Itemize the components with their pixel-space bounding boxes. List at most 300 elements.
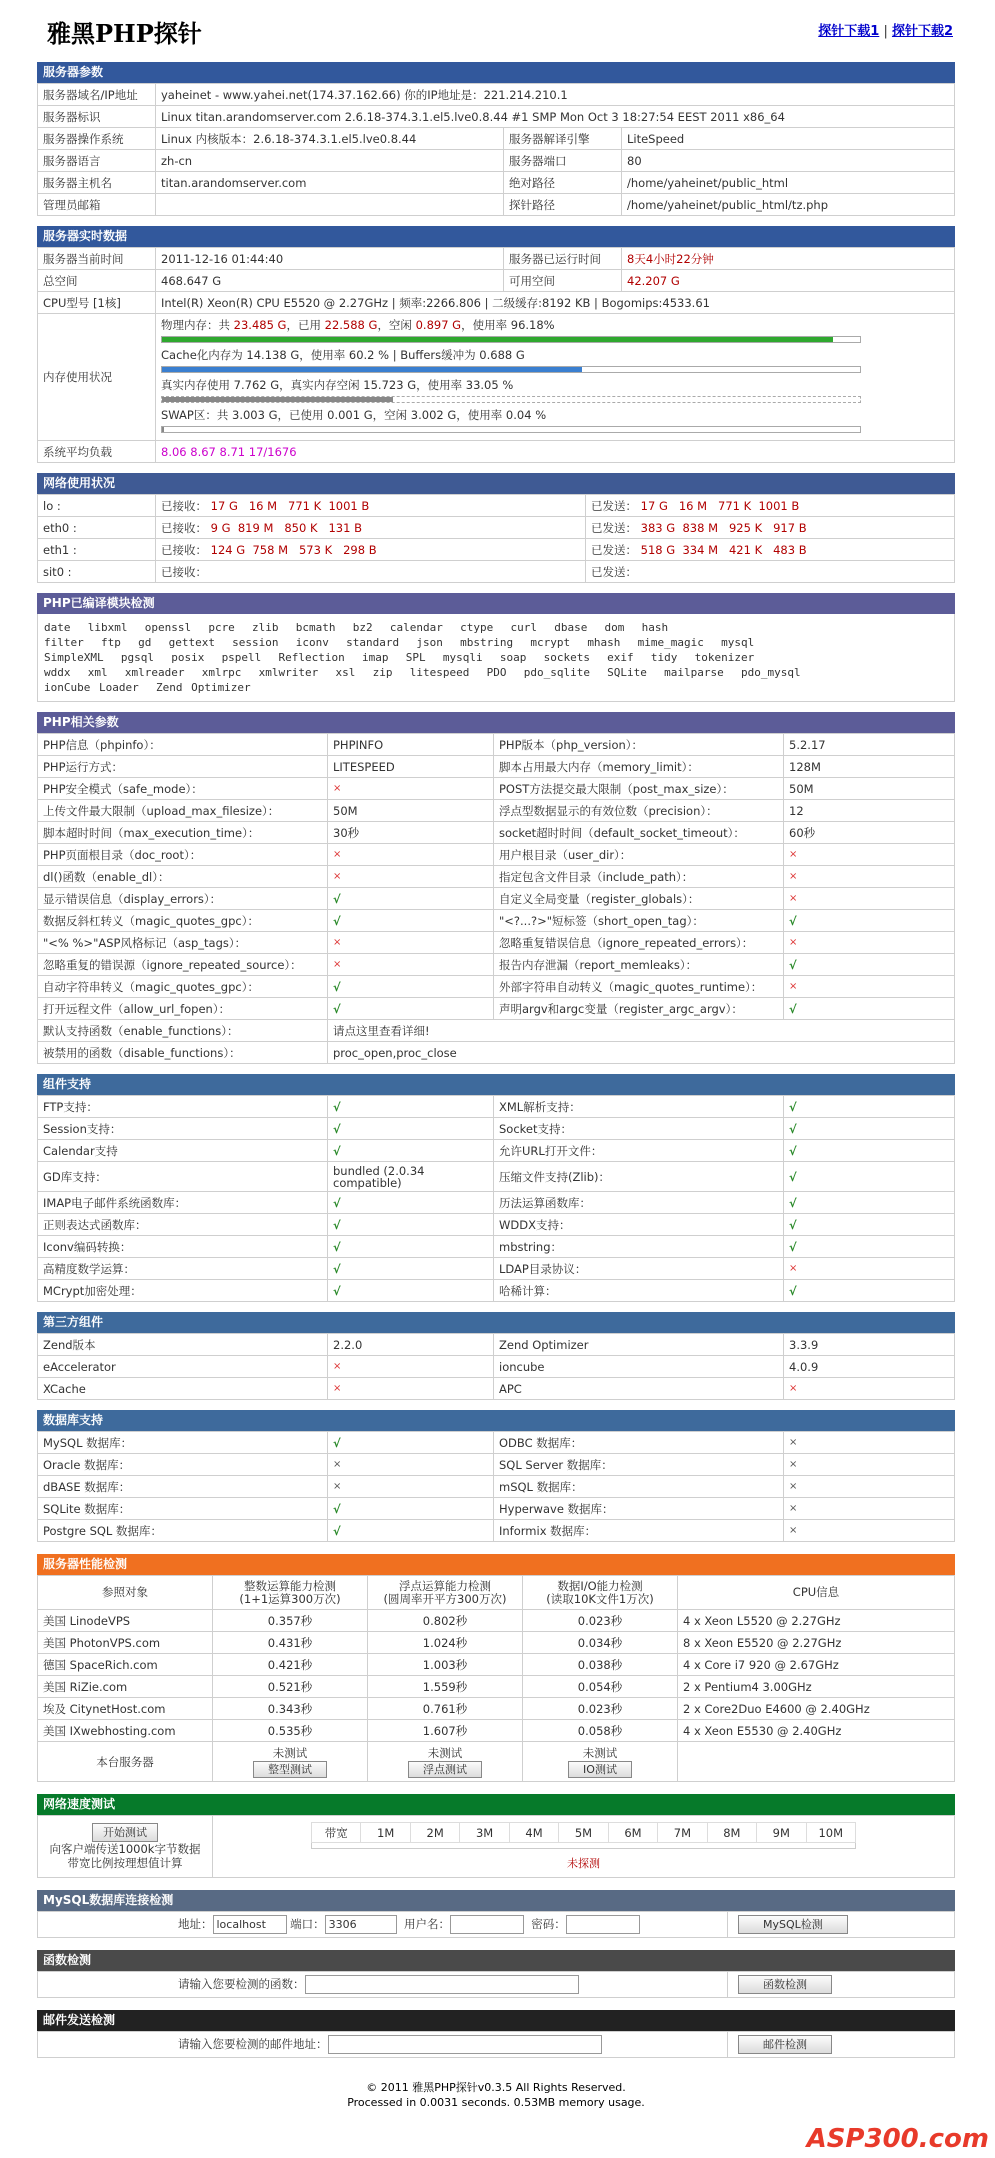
received-label: 已接收： bbox=[161, 520, 207, 535]
page-title: 雅黑PHP探针 bbox=[47, 19, 202, 48]
cell: 50M bbox=[784, 778, 955, 800]
cell: mbstring： bbox=[494, 1236, 784, 1258]
cell: yaheinet - www.yahei.net(174.37.162.66) 你的IP地址是：221.214.210.1 bbox=[156, 84, 955, 106]
table-row bbox=[38, 84, 955, 106]
column-header: CPU信息 bbox=[678, 1576, 955, 1610]
received-value: 17 G 16 M 771 K 1001 B bbox=[210, 498, 370, 513]
cell: PHPINFO bbox=[328, 734, 494, 756]
cell: 0.535秒 bbox=[213, 1720, 368, 1742]
perf-test-button-2[interactable]: 浮点测试 bbox=[408, 1761, 482, 1778]
link-separator: | bbox=[883, 24, 892, 39]
enable-functions-link[interactable]: 请点这里查看详细! bbox=[328, 1020, 955, 1042]
cell: 1.607秒 bbox=[368, 1720, 523, 1742]
cell: √ bbox=[328, 1520, 494, 1542]
mail-section bbox=[37, 2010, 955, 2058]
third-party-section bbox=[37, 1312, 955, 1400]
php-params-section bbox=[37, 712, 955, 1064]
cache-memory-text: Cache化内存为 14.138 G，使用率 60.2 % | Buffers缓冲为 0.688 G bbox=[161, 348, 525, 362]
cell: 自动字符串转义（magic_quotes_gpc）： bbox=[38, 976, 328, 998]
section-title: 服务器性能检测 bbox=[37, 1554, 955, 1575]
cell: 总空间 bbox=[38, 270, 156, 292]
cell: proc_open,proc_close bbox=[328, 1042, 955, 1064]
cell: PHP版本（php_version）： bbox=[494, 734, 784, 756]
physical-memory-text bbox=[161, 317, 949, 333]
cell: × bbox=[328, 932, 494, 954]
real-memory-text: 真实内存使用 7.762 G，真实内存空闲 15.723 G，使用率 33.05 % bbox=[161, 378, 514, 392]
table-row bbox=[38, 1816, 955, 1878]
network-section bbox=[37, 473, 955, 583]
cell: 自定义全局变量（register_globals）： bbox=[494, 888, 784, 910]
table-row bbox=[312, 1823, 856, 1843]
cell: 4 x Xeon L5520 @ 2.27GHz bbox=[678, 1610, 955, 1632]
table-row bbox=[38, 866, 955, 888]
cell: 0.034秒 bbox=[523, 1632, 678, 1654]
table-row bbox=[38, 1654, 955, 1676]
cell: × bbox=[784, 932, 955, 954]
cell bbox=[156, 539, 586, 561]
table-row bbox=[38, 150, 955, 172]
table-row bbox=[38, 1378, 955, 1400]
cell: × bbox=[784, 1520, 955, 1542]
processed-info: Processed in 0.0031 seconds. 0.53MB memory usage. bbox=[347, 2096, 645, 2109]
cell: × bbox=[328, 1356, 494, 1378]
table-row bbox=[38, 194, 955, 216]
speed-note-1: 向客户端传送1000k字节数据 bbox=[49, 1842, 201, 1856]
cell: 4 x Xeon E5530 @ 2.40GHz bbox=[678, 1720, 955, 1742]
cell: 美国 RiZie.com bbox=[38, 1676, 213, 1698]
table-row bbox=[38, 172, 955, 194]
table-row bbox=[38, 270, 955, 292]
cell: MySQL 数据库： bbox=[38, 1432, 328, 1454]
cell: 服务器端口 bbox=[504, 150, 622, 172]
cell: PHP信息（phpinfo）： bbox=[38, 734, 328, 756]
cell bbox=[678, 1742, 955, 1782]
user-label: 用户名： bbox=[403, 1917, 450, 1931]
cell: 2 x Core2Duo E4600 @ 2.40GHz bbox=[678, 1698, 955, 1720]
speed-note-2: 带宽比例按理想值计算 bbox=[67, 1856, 183, 1870]
cell: √ bbox=[784, 1192, 955, 1214]
load-value: 8.06 8.67 8.71 17/1676 bbox=[156, 441, 955, 463]
table-row bbox=[38, 1498, 955, 1520]
cell: FTP支持： bbox=[38, 1096, 328, 1118]
memory-cell bbox=[156, 314, 955, 441]
speed-scale-cell bbox=[213, 1816, 955, 1878]
realtime-table bbox=[37, 247, 955, 463]
mail-test-button[interactable]: 邮件检测 bbox=[738, 2035, 832, 2054]
cell: × bbox=[328, 1378, 494, 1400]
cell bbox=[586, 495, 955, 517]
cell: × bbox=[328, 1454, 494, 1476]
cell: × bbox=[784, 976, 955, 998]
mem-label: ，已用 bbox=[286, 318, 321, 332]
cell: √ bbox=[784, 1236, 955, 1258]
table-row bbox=[38, 1720, 955, 1742]
scale-tick: 5M bbox=[559, 1823, 608, 1843]
cell: 1.559秒 bbox=[368, 1676, 523, 1698]
cell bbox=[368, 1742, 523, 1782]
cell: 脚本超时时间（max_execution_time）： bbox=[38, 822, 328, 844]
cell: 德国 SpaceRich.com bbox=[38, 1654, 213, 1676]
speed-section bbox=[37, 1794, 955, 1878]
cell: × bbox=[784, 1454, 955, 1476]
cell: sit0 : bbox=[38, 561, 156, 583]
sent-value: 383 G 838 M 925 K 917 B bbox=[640, 520, 807, 535]
received-value: 9 G 819 M 850 K 131 B bbox=[210, 520, 362, 535]
cell: eth1 : bbox=[38, 539, 156, 561]
cell: 报告内存泄漏（report_memleaks）： bbox=[494, 954, 784, 976]
speed-status: 未探测 bbox=[567, 1857, 600, 1870]
cell: 服务器解译引擎 bbox=[504, 128, 622, 150]
cell: × bbox=[784, 1476, 955, 1498]
cell: PHP安全模式（safe_mode）： bbox=[38, 778, 328, 800]
mem-free: 0.897 G bbox=[415, 318, 462, 332]
cell: 30秒 bbox=[328, 822, 494, 844]
cell: /home/yaheinet/public_html bbox=[622, 172, 955, 194]
cell: 0.343秒 bbox=[213, 1698, 368, 1720]
cell: 128M bbox=[784, 756, 955, 778]
cell: √ bbox=[784, 1214, 955, 1236]
cell: 8天4小时22分钟 bbox=[622, 248, 955, 270]
cell: 468.647 G bbox=[156, 270, 504, 292]
sent-label: 已发送： bbox=[591, 542, 637, 557]
server-params-section bbox=[37, 62, 955, 216]
cell bbox=[622, 270, 955, 292]
cell: √ bbox=[328, 1118, 494, 1140]
sent-label: 已发送： bbox=[591, 564, 637, 579]
cell: 浮点型数据显示的有效位数（precision）： bbox=[494, 800, 784, 822]
table-row bbox=[38, 1520, 955, 1542]
cell: IMAP电子邮件系统函数库： bbox=[38, 1192, 328, 1214]
mem-label: ，空闲 bbox=[377, 318, 412, 332]
mem-label: ，使用率 bbox=[461, 318, 508, 332]
table-row bbox=[38, 1162, 955, 1192]
cell: bundled (2.0.34 compatible) bbox=[328, 1162, 494, 1192]
table-header-row bbox=[38, 1576, 955, 1610]
cell: Informix 数据库： bbox=[494, 1520, 784, 1542]
cell: 服务器已运行时间 bbox=[504, 248, 622, 270]
modules-section bbox=[37, 593, 955, 702]
perf-test-button-1[interactable]: 整型测试 bbox=[253, 1761, 327, 1778]
cell: √ bbox=[328, 1432, 494, 1454]
cell bbox=[156, 517, 586, 539]
cell: 用户根目录（user_dir）： bbox=[494, 844, 784, 866]
performance-section bbox=[37, 1554, 955, 1782]
watermark-logo: ASP300.com bbox=[806, 2124, 989, 2154]
column-header: 参照对象 bbox=[38, 1576, 213, 1610]
cell: 忽略重复错误信息（ignore_repeated_errors）： bbox=[494, 932, 784, 954]
cell: LDAP目录协议： bbox=[494, 1258, 784, 1280]
mail-form-cell bbox=[38, 2032, 728, 2058]
scale-tick: 4M bbox=[509, 1823, 558, 1843]
cell: GD库支持： bbox=[38, 1162, 328, 1192]
cell: 外部字符串自动转义（magic_quotes_runtime）： bbox=[494, 976, 784, 998]
cell: WDDX支持： bbox=[494, 1214, 784, 1236]
cell: 默认支持函数（enable_functions）： bbox=[38, 1020, 328, 1042]
table-row bbox=[38, 128, 955, 150]
cell: 0.761秒 bbox=[368, 1698, 523, 1720]
table-row bbox=[38, 954, 955, 976]
sent-value: 17 G 16 M 771 K 1001 B bbox=[640, 498, 800, 513]
cell: 打开远程文件（allow_url_fopen）： bbox=[38, 998, 328, 1020]
cell: SQLite 数据库： bbox=[38, 1498, 328, 1520]
cell: 显示错误信息（display_errors）： bbox=[38, 888, 328, 910]
cell: 0.521秒 bbox=[213, 1676, 368, 1698]
password-input[interactable] bbox=[566, 1915, 640, 1934]
function-button-cell bbox=[728, 1972, 955, 1998]
bandwidth-scale bbox=[311, 1822, 856, 1843]
cell: √ bbox=[328, 1192, 494, 1214]
scale-tick: 1M bbox=[361, 1823, 410, 1843]
cell: 声明argv和argc变量（register_argc_argv）： bbox=[494, 998, 784, 1020]
cell: XML解析支持： bbox=[494, 1096, 784, 1118]
start-test-button[interactable]: 开始测试 bbox=[92, 1823, 158, 1842]
table-row bbox=[38, 844, 955, 866]
table-row bbox=[38, 248, 955, 270]
cell: XCache bbox=[38, 1378, 328, 1400]
cell: zh-cn bbox=[156, 150, 504, 172]
perf-test-button-3[interactable]: IO测试 bbox=[568, 1761, 632, 1778]
host-input[interactable]: localhost bbox=[213, 1915, 287, 1934]
table-row bbox=[38, 106, 955, 128]
cell: √ bbox=[784, 1096, 955, 1118]
section-title: 网络速度测试 bbox=[37, 1794, 955, 1815]
table-row bbox=[38, 1698, 955, 1720]
cell: 0.038秒 bbox=[523, 1654, 678, 1676]
table-row bbox=[38, 1334, 955, 1356]
cell bbox=[156, 495, 586, 517]
cell: × bbox=[784, 844, 955, 866]
sent-label: 已发送： bbox=[591, 520, 637, 535]
table-row bbox=[38, 734, 955, 756]
cell: 2.2.0 bbox=[328, 1334, 494, 1356]
scale-tick: 3M bbox=[460, 1823, 509, 1843]
table-row bbox=[38, 539, 955, 561]
cell: 压缩文件支持(Zlib)： bbox=[494, 1162, 784, 1192]
cell bbox=[156, 561, 586, 583]
table-row bbox=[38, 1214, 955, 1236]
cell: 上传文件最大限制（upload_max_filesize）： bbox=[38, 800, 328, 822]
table-row bbox=[38, 1140, 955, 1162]
modules-list: date libxml openssl pcre zlib bcmath bz2 calendar ctype curl dbase dom hash filter ftp gd gettext session iconv standard json mbstring mcrypt mhash mime_magic mysql SimpleXML pgsql posix pspell Reflection imap SPL mysqli soap sockets exif tidy tokenizer wddx xml xmlreader xmlrpc xmlwriter xsl zip litespeed PDO pdo_sqlite SQLite mailparse pdo_mysql ionCube Loader Zend Optimizer bbox=[37, 614, 955, 702]
table-row bbox=[38, 292, 955, 314]
free-space-value: 42.207 G bbox=[627, 273, 680, 288]
table-row bbox=[38, 1476, 955, 1498]
server-params-table bbox=[37, 83, 955, 216]
cell: × bbox=[328, 778, 494, 800]
download-link-1[interactable]: 探针下载1 bbox=[818, 24, 880, 39]
table-row bbox=[38, 800, 955, 822]
cell: 0.421秒 bbox=[213, 1654, 368, 1676]
cell: √ bbox=[784, 1162, 955, 1192]
cell: √ bbox=[328, 1140, 494, 1162]
cell: × bbox=[784, 866, 955, 888]
untested-label: 未测试 bbox=[427, 1745, 463, 1760]
mail-input[interactable] bbox=[328, 2035, 602, 2054]
cell: √ bbox=[784, 954, 955, 976]
components-table bbox=[37, 1095, 955, 1302]
cell: × bbox=[328, 954, 494, 976]
cell: 0.058秒 bbox=[523, 1720, 678, 1742]
mysql-test-button[interactable]: MySQL检测 bbox=[738, 1915, 848, 1934]
table-row bbox=[38, 561, 955, 583]
third-party-table bbox=[37, 1333, 955, 1400]
table-row bbox=[38, 778, 955, 800]
cell: Calendar支持 bbox=[38, 1140, 328, 1162]
cell: × bbox=[784, 1498, 955, 1520]
cell: Postgre SQL 数据库： bbox=[38, 1520, 328, 1542]
cell: × bbox=[784, 1432, 955, 1454]
cell bbox=[213, 1742, 368, 1782]
cell: Linux 内核版本：2.6.18-374.3.1.el5.lve0.8.44 bbox=[156, 128, 504, 150]
cell: √ bbox=[784, 1280, 955, 1302]
cell: 60秒 bbox=[784, 822, 955, 844]
cell: 3.3.9 bbox=[784, 1334, 955, 1356]
database-table bbox=[37, 1431, 955, 1542]
scale-tick: 7M bbox=[658, 1823, 707, 1843]
received-value: 124 G 758 M 573 K 298 B bbox=[210, 542, 377, 557]
cell: √ bbox=[328, 1258, 494, 1280]
username-input[interactable] bbox=[450, 1915, 524, 1934]
table-row bbox=[38, 1280, 955, 1302]
table-row bbox=[38, 822, 955, 844]
table-row bbox=[38, 976, 955, 998]
table-row bbox=[38, 1632, 955, 1654]
cell: socket超时时间（default_socket_timeout）： bbox=[494, 822, 784, 844]
swap-text: SWAP区：共 3.003 G，已使用 0.001 G，空闲 3.002 G，使用率 0.04 % bbox=[161, 408, 547, 422]
cell: POST方法提交最大限制（post_max_size）： bbox=[494, 778, 784, 800]
bar-fill bbox=[162, 397, 393, 402]
header bbox=[37, 12, 955, 52]
cell: 4 x Core i7 920 @ 2.67GHz bbox=[678, 1654, 955, 1676]
cell: 2011-12-16 01:44:40 bbox=[156, 248, 504, 270]
cell: × bbox=[328, 1476, 494, 1498]
scale-tick: 带宽 bbox=[312, 1823, 361, 1843]
cell: 可用空间 bbox=[504, 270, 622, 292]
cell: 历法运算函数库： bbox=[494, 1192, 784, 1214]
copyright: © 2011 雅黑PHP探针v0.3.5 All Rights Reserved. bbox=[366, 2081, 626, 2094]
footer bbox=[37, 2080, 955, 2110]
bar-fill bbox=[162, 337, 833, 342]
cell: 埃及 CitynetHost.com bbox=[38, 1698, 213, 1720]
cell: 本台服务器 bbox=[38, 1742, 213, 1782]
download-links bbox=[818, 20, 953, 39]
cell: 50M bbox=[328, 800, 494, 822]
table-row bbox=[38, 1610, 955, 1632]
physical-memory-bar bbox=[161, 336, 861, 343]
received-label: 已接收： bbox=[161, 542, 207, 557]
mail-button-cell bbox=[728, 2032, 955, 2058]
cell: Intel(R) Xeon(R) CPU E5520 @ 2.27GHz | 频率:2266.806 | 二级缓存:8192 KB | Bogomips:4533.61 bbox=[156, 292, 955, 314]
section-title: PHP已编译模块检测 bbox=[37, 593, 955, 614]
cell: SQL Server 数据库： bbox=[494, 1454, 784, 1476]
cell bbox=[156, 194, 504, 216]
sent-value: 518 G 334 M 421 K 483 B bbox=[640, 542, 807, 557]
mysql-form-cell bbox=[38, 1912, 728, 1938]
section-title: 邮件发送检测 bbox=[37, 2010, 955, 2031]
cell: 0.802秒 bbox=[368, 1610, 523, 1632]
table-row bbox=[38, 1096, 955, 1118]
cell: √ bbox=[328, 1214, 494, 1236]
section-title: MySQL数据库连接检测 bbox=[37, 1890, 955, 1911]
page bbox=[37, 12, 955, 2110]
sent-label: 已发送： bbox=[591, 498, 637, 513]
scale-tick: 2M bbox=[410, 1823, 459, 1843]
table-row bbox=[38, 998, 955, 1020]
cell: 服务器标识 bbox=[38, 106, 156, 128]
cell: 0.357秒 bbox=[213, 1610, 368, 1632]
table-row bbox=[38, 1454, 955, 1476]
cell: 绝对路径 bbox=[504, 172, 622, 194]
port-input[interactable]: 3306 bbox=[325, 1915, 397, 1934]
cell: 5.2.17 bbox=[784, 734, 955, 756]
table-row bbox=[38, 1742, 955, 1782]
cell: 2 x Pentium4 3.00GHz bbox=[678, 1676, 955, 1698]
cell: APC bbox=[494, 1378, 784, 1400]
cell bbox=[523, 1742, 678, 1782]
components-section bbox=[37, 1074, 955, 1302]
function-test-button[interactable]: 函数检测 bbox=[738, 1975, 832, 1994]
cell bbox=[586, 517, 955, 539]
section-title: 第三方组件 bbox=[37, 1312, 955, 1333]
received-label: 已接收： bbox=[161, 564, 207, 579]
cell: 0.054秒 bbox=[523, 1676, 678, 1698]
cell: 高精度数学运算： bbox=[38, 1258, 328, 1280]
cell: LITESPEED bbox=[328, 756, 494, 778]
cell: mSQL 数据库： bbox=[494, 1476, 784, 1498]
scale-tick: 10M bbox=[806, 1823, 855, 1843]
cell: 系统平均负载 bbox=[38, 441, 156, 463]
cell: 1.003秒 bbox=[368, 1654, 523, 1676]
section-title: 数据库支持 bbox=[37, 1410, 955, 1431]
cell: 脚本占用最大内存（memory_limit）： bbox=[494, 756, 784, 778]
cell: LiteSpeed bbox=[622, 128, 955, 150]
table-row bbox=[38, 1432, 955, 1454]
table-row bbox=[38, 1118, 955, 1140]
cell: PHP页面根目录（doc_root）： bbox=[38, 844, 328, 866]
address-label: 地址： bbox=[178, 1917, 213, 1931]
mail-table bbox=[37, 2031, 955, 2058]
mail-label: 请输入您要检测的邮件地址： bbox=[178, 2037, 328, 2051]
download-link-2[interactable]: 探针下载2 bbox=[891, 24, 953, 39]
cell: CPU型号 [1核] bbox=[38, 292, 156, 314]
table-row bbox=[38, 1356, 955, 1378]
cell: 服务器域名/IP地址 bbox=[38, 84, 156, 106]
cell: Zend版本 bbox=[38, 1334, 328, 1356]
table-row bbox=[38, 1192, 955, 1214]
cell: × bbox=[784, 1378, 955, 1400]
cell: √ bbox=[328, 910, 494, 932]
cell bbox=[586, 561, 955, 583]
database-section bbox=[37, 1410, 955, 1542]
cell: × bbox=[784, 888, 955, 910]
realtime-section bbox=[37, 226, 955, 463]
column-header: 整数运算能力检测 (1+1运算300万次) bbox=[213, 1576, 368, 1610]
cell: 服务器语言 bbox=[38, 150, 156, 172]
bar-fill bbox=[162, 427, 164, 432]
cell: MCrypt加密处理： bbox=[38, 1280, 328, 1302]
cell: 被禁用的函数（disable_functions）： bbox=[38, 1042, 328, 1064]
section-title: 网络使用状况 bbox=[37, 473, 955, 494]
mem-pct: 96.18% bbox=[510, 318, 555, 332]
cell: lo : bbox=[38, 495, 156, 517]
cell: 4.0.9 bbox=[784, 1356, 955, 1378]
mysql-table bbox=[37, 1911, 955, 1938]
cell: × bbox=[784, 1258, 955, 1280]
cell: titan.arandomserver.com bbox=[156, 172, 504, 194]
cell: 0.023秒 bbox=[523, 1610, 678, 1632]
function-input[interactable] bbox=[305, 1975, 579, 1994]
section-title: PHP相关参数 bbox=[37, 712, 955, 733]
